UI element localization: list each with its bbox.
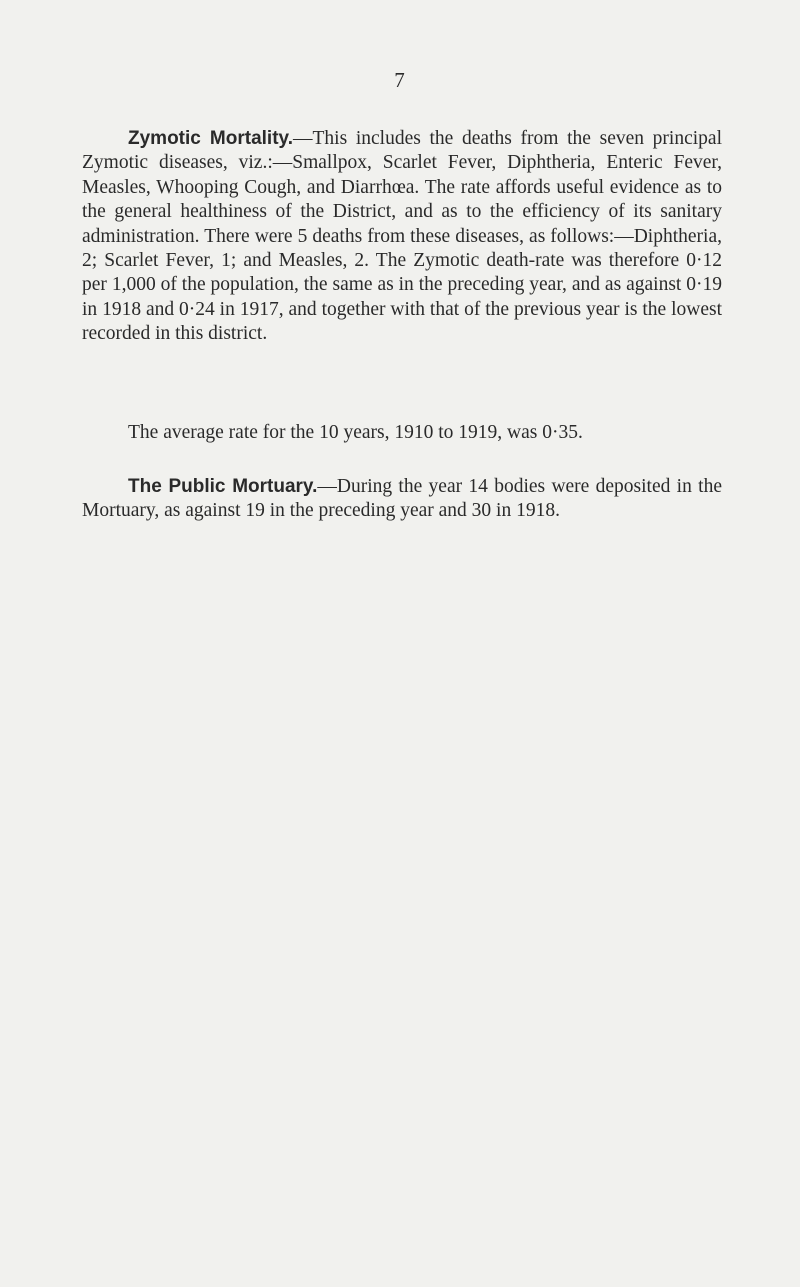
zymotic-mortality-paragraph bbox=[82, 127, 722, 347]
public-mortuary-text: —During the year 14 bodies were deposited in the Mortuary, as against 19 in the preceding year and 30 in 1918. bbox=[82, 476, 722, 522]
public-mortuary-heading: The Public Mortuary. bbox=[128, 476, 318, 497]
public-mortuary-paragraph bbox=[82, 475, 722, 524]
average-rate-paragraph: The average rate for the 10 years, 1910 to 1919, was 0·35. bbox=[128, 422, 583, 443]
zymotic-mortality-heading: Zymotic Mortality. bbox=[128, 128, 293, 149]
zymotic-mortality-text: —This includes the deaths from the seven principal Zymotic diseases, viz.:—Smallpox, Scarlet Fever, Diphtheria, Enteric Fever, Measles, Whooping Cough, and Diarrhœa. The rate affords useful evidence as to the general healthiness of the District, and as to the efficiency of its sanitary administration. There were 5 deaths from these diseases, as follows:—Diphtheria, 2; Scarlet Fever, 1; and Measles, 2. The Zymotic death-rate was therefore 0·12 per 1,000 of the population, the same as in the preceding year, and as against 0·19 in 1918 and 0·24 in 1917, and together with that of the previous year is the lowest recorded in this district. bbox=[82, 128, 722, 345]
page-number: 7 bbox=[394, 68, 406, 92]
